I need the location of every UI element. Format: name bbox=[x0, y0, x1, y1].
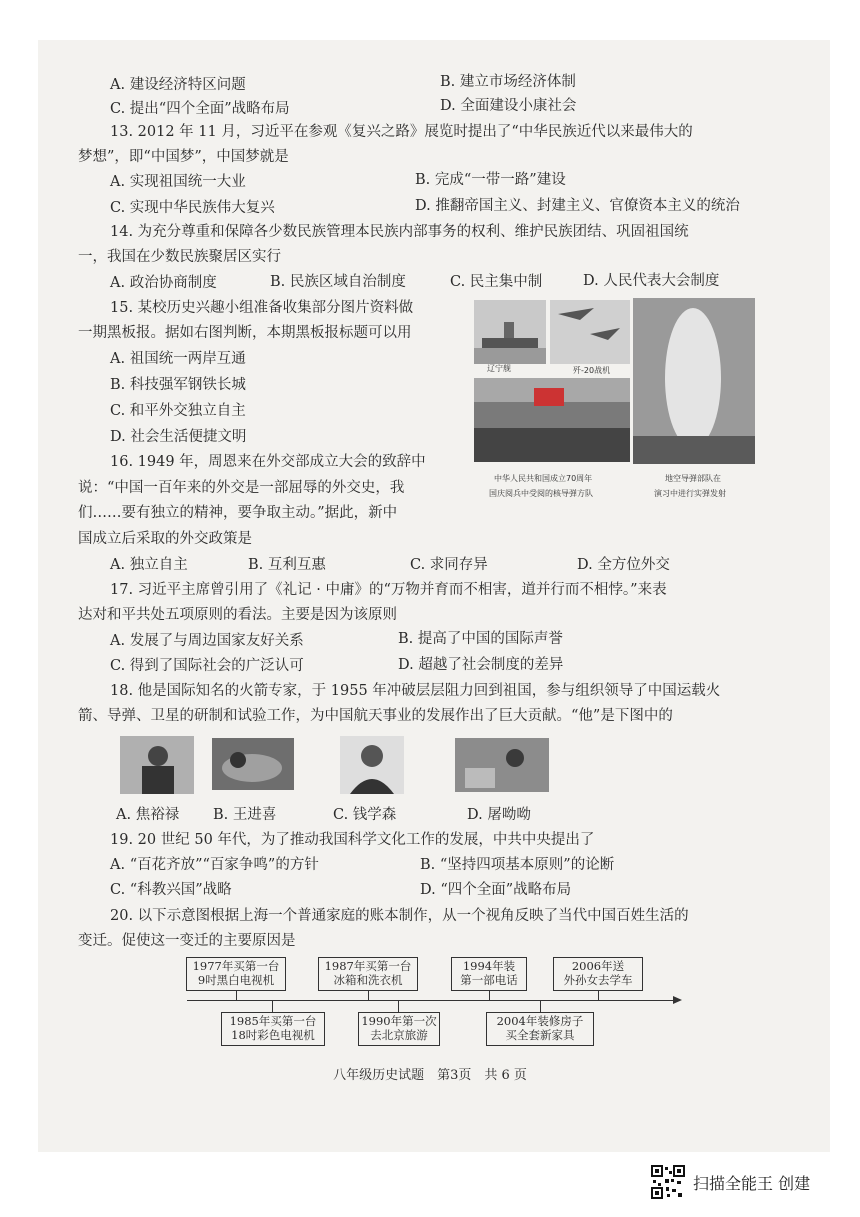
timeline-event-2004 bbox=[486, 1012, 594, 1046]
timeline-event-text: 1990年第一次 bbox=[361, 1014, 437, 1028]
q17-stem-line2: 达对和平共处五项原则的看法。主要是因为该原则 bbox=[78, 607, 397, 623]
q17-option-b: B. 提高了中国的国际声誉 bbox=[398, 631, 563, 647]
q17-option-a: A. 发展了与周边国家友好关系 bbox=[110, 633, 304, 649]
q16-option-d: D. 全方位外交 bbox=[577, 557, 670, 573]
q12-option-d: D. 全面建设小康社会 bbox=[440, 98, 577, 114]
q15-option-a: A. 祖国统一两岸互通 bbox=[110, 351, 246, 367]
timeline-tick bbox=[540, 1001, 541, 1012]
aircraft-carrier-photo bbox=[474, 300, 546, 364]
q20-stem-line2: 变迁。促使这一变迁的主要原因是 bbox=[78, 933, 296, 949]
scanner-watermark: 扫描全能王 创建 bbox=[693, 1174, 811, 1193]
timeline-event-text: 9吋黑白电视机 bbox=[197, 973, 275, 987]
portrait-wang-jinxi bbox=[212, 738, 294, 790]
q19-option-b: B. “坚持四项基本原则”的论断 bbox=[420, 857, 615, 873]
timeline-event-1985 bbox=[221, 1012, 325, 1046]
q16-stem-line4: 国成立后采取的外交政策是 bbox=[78, 531, 252, 547]
q12-option-a: A. 建设经济特区问题 bbox=[110, 77, 246, 93]
timeline-event-2006 bbox=[553, 957, 643, 991]
q16-stem-line2: 说：“中国一百年来的外交是一部屈辱的外交史，我 bbox=[78, 480, 405, 496]
portrait-qian-xuesen bbox=[340, 736, 404, 794]
q13-stem-line2: 梦想”，即“中国梦”，中国梦就是 bbox=[78, 149, 289, 165]
q14-option-c: C. 民主集中制 bbox=[450, 274, 543, 290]
timeline-arrow bbox=[673, 996, 682, 1004]
q12-option-b: B. 建立市场经济体制 bbox=[440, 74, 576, 90]
timeline-event-text: 第一部电话 bbox=[460, 973, 518, 987]
timeline-event-text: 买全套新家具 bbox=[505, 1028, 575, 1042]
q15-stem-line1: 15. 某校历史兴趣小组准备收集部分图片资料做 bbox=[110, 300, 414, 316]
q14-option-d: D. 人民代表大会制度 bbox=[583, 273, 720, 289]
q18-option-d: D. 屠呦呦 bbox=[467, 807, 531, 823]
qr-code-icon bbox=[651, 1165, 685, 1199]
timeline-event-text: 18吋彩色电视机 bbox=[231, 1028, 315, 1042]
q15-option-b: B. 科技强军钢铁长城 bbox=[110, 377, 246, 393]
q19-option-a: A. “百花齐放”“百家争鸣”的方针 bbox=[110, 857, 319, 873]
portrait-tu-youyou bbox=[455, 738, 549, 792]
timeline-event-1994 bbox=[451, 957, 527, 991]
caption-j20: 歼-20战机 bbox=[573, 366, 611, 375]
q14-stem-line1: 14. 为充分尊重和保障各少数民族管理本民族内部事务的权利、维护民族团结、巩固祖国统 bbox=[110, 224, 689, 240]
timeline-event-text: 2004年装修房子 bbox=[496, 1014, 584, 1028]
q17-option-d: D. 超越了社会制度的差异 bbox=[398, 657, 564, 673]
caption-parade-2: 国庆阅兵中受阅的核导弹方队 bbox=[489, 489, 593, 498]
q15-option-d: D. 社会生活便捷文明 bbox=[110, 429, 247, 445]
timeline-tick bbox=[368, 991, 369, 1000]
timeline-event-text: 去北京旅游 bbox=[370, 1028, 428, 1042]
q12-option-c: C. 提出“四个全面”战略布局 bbox=[110, 101, 290, 117]
timeline-tick bbox=[272, 1001, 273, 1012]
timeline-tick bbox=[398, 1001, 399, 1012]
q13-stem-line1: 13. 2012 年 11 月，习近平在参观《复兴之路》展览时提出了“中华民族近代以来最伟大的 bbox=[110, 124, 693, 140]
q17-stem-line1: 17. 习近平主席曾引用了《礼记 · 中庸》的“万物并育而不相害，道并行而不相悖。”来表 bbox=[110, 582, 667, 598]
q19-stem-line1: 19. 20 世纪 50 年代，为了推动我国科学文化工作的发展，中共中央提出了 bbox=[110, 832, 595, 848]
portrait-jiao-yulu bbox=[120, 736, 194, 794]
q15-stem-line2: 一期黑板报。据如右图判断，本期黑板报标题可以用 bbox=[78, 325, 412, 341]
q14-option-b: B. 民族区域自治制度 bbox=[270, 274, 406, 290]
caption-parade-1: 中华人民共和国成立70周年 bbox=[494, 474, 593, 483]
q19-option-c: C. “科教兴国”战略 bbox=[110, 882, 232, 898]
timeline-event-text: 2006年送 bbox=[571, 959, 625, 973]
q17-option-c: C. 得到了国际社会的广泛认可 bbox=[110, 658, 304, 674]
timeline-event-1977 bbox=[186, 957, 286, 991]
timeline-event-text: 1977年买第一台 bbox=[192, 959, 280, 973]
timeline-tick bbox=[489, 991, 490, 1000]
timeline-axis bbox=[187, 1000, 675, 1001]
q20-stem-line1: 20. 以下示意图根据上海一个普通家庭的账本制作，从一个视角反映了当代中国百姓生活的 bbox=[110, 908, 689, 924]
caption-liaoning: 辽宁舰 bbox=[487, 364, 511, 373]
timeline-event-text: 1985年买第一台 bbox=[229, 1014, 317, 1028]
q13-option-a: A. 实现祖国统一大业 bbox=[110, 174, 246, 190]
timeline-event-text: 1994年装 bbox=[462, 959, 516, 973]
parade-photo bbox=[474, 378, 630, 462]
q16-option-b: B. 互利互惠 bbox=[248, 557, 326, 573]
q16-stem-line3: 们……要有独立的精神，要争取主动。”据此，新中 bbox=[78, 505, 398, 521]
timeline-event-text: 外孙女去学车 bbox=[563, 973, 633, 987]
missile-launch-photo bbox=[633, 298, 755, 464]
timeline-event-1990 bbox=[358, 1012, 440, 1046]
timeline-event-1987 bbox=[318, 957, 418, 991]
q13-option-d: D. 推翻帝国主义、封建主义、官僚资本主义的统治 bbox=[415, 198, 740, 214]
q16-option-c: C. 求同存异 bbox=[410, 557, 488, 573]
timeline-tick bbox=[236, 991, 237, 1000]
q18-option-a: A. 焦裕禄 bbox=[116, 807, 180, 823]
q13-option-c: C. 实现中华民族伟大复兴 bbox=[110, 200, 275, 216]
q16-option-a: A. 独立自主 bbox=[110, 557, 188, 573]
q18-option-c: C. 钱学森 bbox=[333, 807, 397, 823]
caption-missile-1: 地空导弹部队在 bbox=[665, 474, 721, 483]
q13-option-b: B. 完成“一带一路”建设 bbox=[415, 172, 566, 188]
q14-stem-line2: 一，我国在少数民族聚居区实行 bbox=[78, 249, 281, 265]
fighter-jet-photo bbox=[550, 300, 630, 364]
timeline-event-text: 1987年买第一台 bbox=[324, 959, 412, 973]
q18-stem-line2: 箭、导弹、卫星的研制和试验工作，为中国航天事业的发展作出了巨大贡献。“他”是下图中的 bbox=[78, 708, 673, 724]
q18-stem-line1: 18. 他是国际知名的火箭专家，于 1955 年冲破层层阻力回到祖国，参与组织领导了中国运载火 bbox=[110, 683, 721, 699]
page-footer: 八年级历史试题 第3页 共 6 页 bbox=[333, 1068, 527, 1083]
q18-option-b: B. 王进喜 bbox=[213, 807, 277, 823]
caption-missile-2: 演习中进行实弹发射 bbox=[654, 489, 726, 498]
q16-stem-line1: 16. 1949 年，周恩来在外交部成立大会的致辞中 bbox=[110, 454, 426, 470]
q14-option-a: A. 政治协商制度 bbox=[110, 275, 217, 291]
q15-option-c: C. 和平外交独立自主 bbox=[110, 403, 246, 419]
q19-option-d: D. “四个全面”战略布局 bbox=[420, 882, 572, 898]
timeline-event-text: 冰箱和洗衣机 bbox=[333, 973, 403, 987]
timeline-tick bbox=[598, 991, 599, 1000]
